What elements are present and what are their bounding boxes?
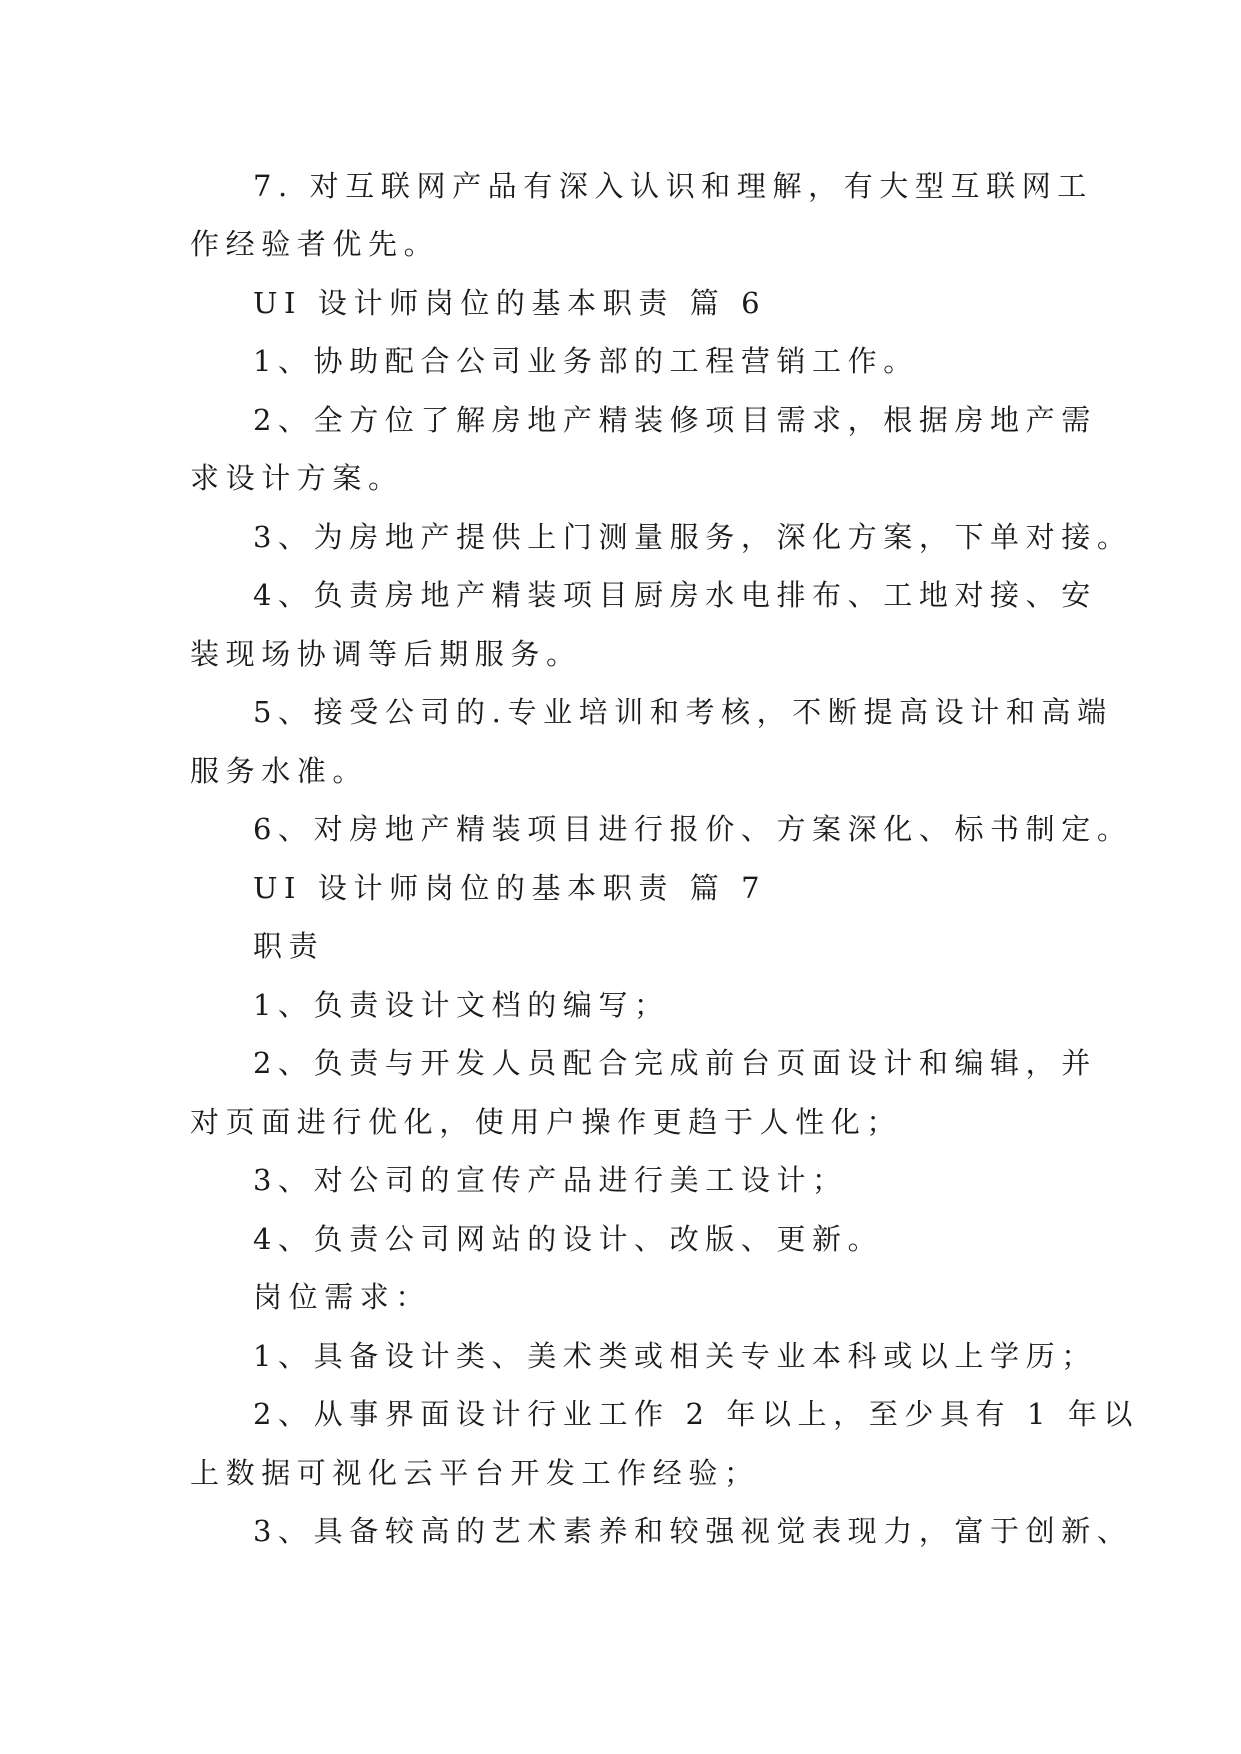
paragraph-line: 5、接受公司的.专业培训和考核，不断提高设计和高端 — [253, 695, 1113, 729]
section-heading: UI 设计师岗位的基本职责 篇 6 — [253, 286, 767, 320]
paragraph-line: 求设计方案。 — [190, 461, 404, 495]
subheading: 岗位需求： — [253, 1280, 432, 1314]
paragraph-line: 7. 对互联网产品有深入认识和理解，有大型互联网工 — [253, 169, 1093, 203]
paragraph-line: 2、从事界面设计行业工作 2 年以上，至少具有 1 年以 — [253, 1397, 1140, 1431]
paragraph-line: 1、协助配合公司业务部的工程营销工作。 — [253, 344, 919, 378]
subheading: 职责 — [253, 929, 325, 963]
paragraph-line: 4、负责房地产精装项目厨房水电排布、工地对接、安 — [253, 578, 1097, 612]
paragraph-line: 装现场协调等后期服务。 — [190, 637, 582, 671]
paragraph-line: 1、具备设计类、美术类或相关专业本科或以上学历； — [253, 1339, 1097, 1373]
paragraph-line: 6、对房地产精装项目进行报价、方案深化、标书制定。 — [253, 812, 1133, 846]
paragraph-line: 2、全方位了解房地产精装修项目需求，根据房地产需 — [253, 403, 1097, 437]
paragraph-line: 2、负责与开发人员配合完成前台页面设计和编辑，并 — [253, 1046, 1097, 1080]
paragraph-line: 3、具备较高的艺术素养和较强视觉表现力，富于创新、 — [253, 1514, 1133, 1548]
paragraph-line: 1、负责设计文档的编写； — [253, 988, 670, 1022]
paragraph-line: 3、为房地产提供上门测量服务，深化方案，下单对接。 — [253, 520, 1133, 554]
paragraph-line: 4、负责公司网站的设计、改版、更新。 — [253, 1222, 884, 1256]
section-heading: UI 设计师岗位的基本职责 篇 7 — [253, 871, 767, 905]
paragraph-line: 服务水准。 — [190, 754, 369, 788]
paragraph-line: 3、对公司的宣传产品进行美工设计； — [253, 1163, 848, 1197]
paragraph-line: 上数据可视化云平台开发工作经验； — [190, 1456, 760, 1490]
paragraph-line: 对页面进行优化，使用户操作更趋于人性化； — [190, 1105, 903, 1139]
paragraph-line: 作经验者优先。 — [190, 227, 440, 261]
